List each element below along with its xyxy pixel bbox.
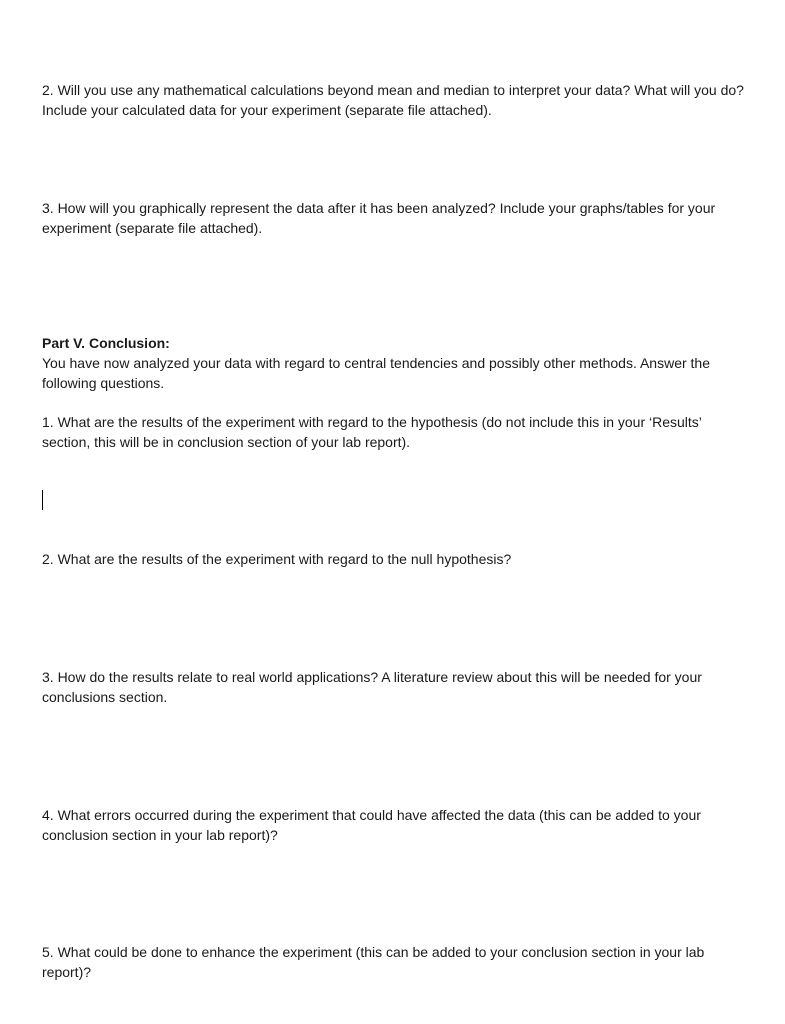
analysis-question-3: 3. How will you graphically represent the data after it has been analyzed? Include your graphs/tables for your experiment (separate file attached). [42, 200, 716, 236]
conclusion-question-3: 3. How do the results relate to real world applications? A literature review about this will be needed for your conclusions section. [42, 669, 702, 705]
conclusion-heading: Part V. Conclusion: [42, 335, 170, 351]
conclusion-question-4: 4. What errors occurred during the experiment that could have affected the data (this can be added to your conclusion section in your lab report)? [42, 807, 701, 843]
analysis-question-2: 2. Will you use any mathematical calculations beyond mean and median to interpret your data? What will you do? Include your calculated data for your experiment (separate file attached). [42, 82, 744, 118]
conclusion-intro: You have now analyzed your data with regard to central tendencies and possibly other methods. Answer the following questions. [42, 355, 711, 391]
conclusion-question-2: 2. What are the results of the experiment with regard to the null hypothesis? [42, 551, 512, 567]
conclusion-question-5: 5. What could be done to enhance the experiment (this can be added to your conclusion section in your lab report)? [42, 944, 705, 980]
conclusion-question-1: 1. What are the results of the experiment with regard to the hypothesis (do not include this in your ‘Results’ section, this will be in conclusion section of your lab report). [42, 414, 702, 450]
text-cursor [42, 490, 43, 510]
